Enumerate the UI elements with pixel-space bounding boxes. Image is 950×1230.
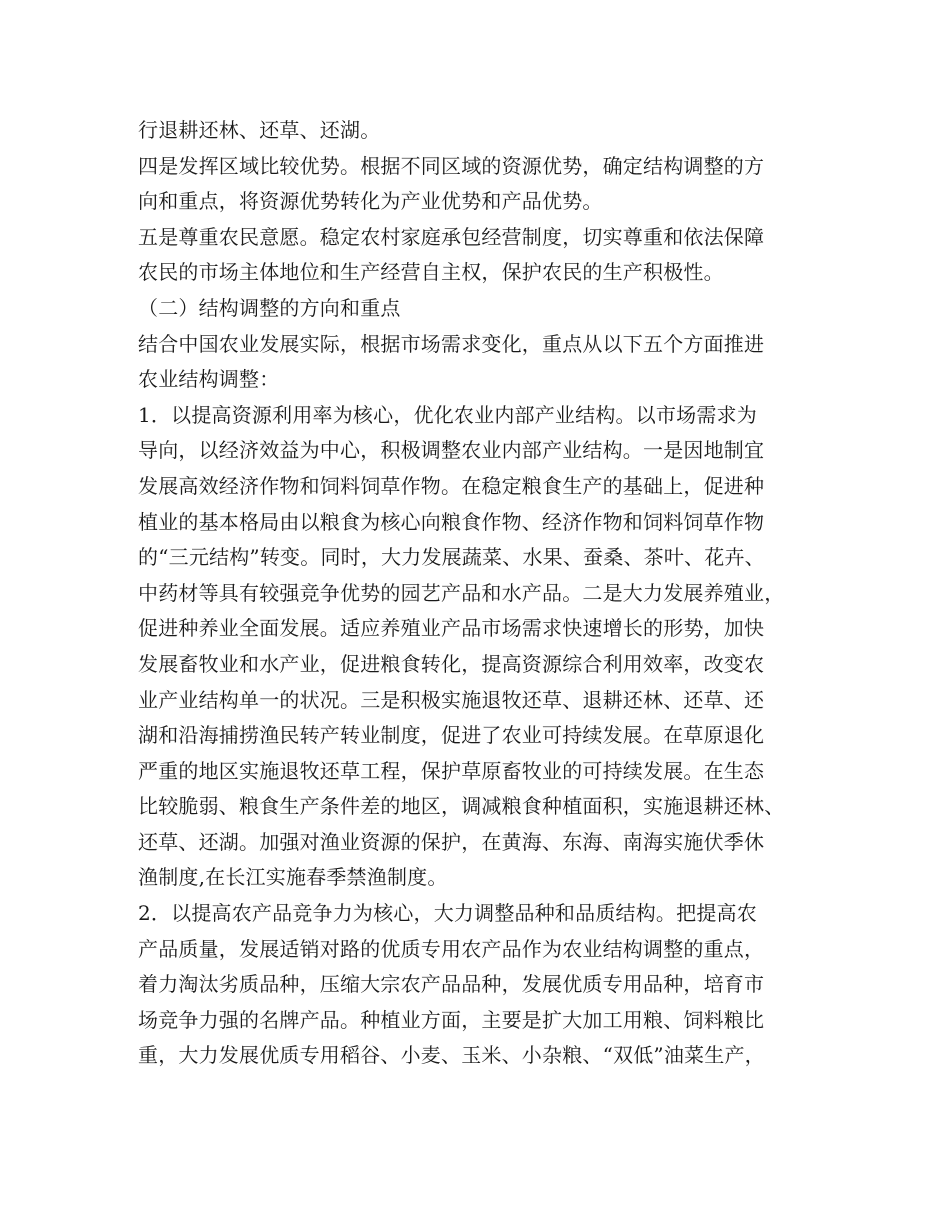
text-line: 业产业结构单一的状况。三是积极实施退牧还草、退耕还林、还草、还 — [138, 687, 765, 712]
text-line: 重，大力发展优质专用稻谷、小麦、玉米、小杂粮、“双低”油菜生产， — [138, 1043, 765, 1068]
text-line: 结合中国农业发展实际，根据市场需求变化，重点从以下五个方面推进 — [138, 331, 765, 356]
text-line: 还草、还湖。加强对渔业资源的保护，在黄海、东海、南海实施伏季休 — [138, 829, 765, 854]
text-line: 农民的市场主体地位和生产经营自主权，保护农民的生产积极性。 — [138, 260, 724, 285]
text-line: 行退耕还林、还草、还湖。 — [138, 118, 381, 142]
text-line: 促进种养业全面发展。适应养殖业产品市场需求快速增长的形势，加快 — [138, 616, 765, 641]
text-line: 四是发挥区域比较优势。根据不同区域的资源优势，确定结构调整的方 — [138, 153, 765, 178]
text-line: 发展畜牧业和水产业，促进粮食转化，提高资源综合利用效率，改变农 — [138, 651, 765, 676]
section-heading: （二）结构调整的方向和重点 — [138, 295, 401, 320]
text-line: 向和重点，将资源优势转化为产业优势和产品优势。 — [138, 189, 603, 214]
text-line: 五是尊重农民意愿。稳定农村家庭承包经营制度，切实尊重和依法保障 — [138, 224, 765, 249]
document-body — [138, 113, 828, 1074]
text-line: 场竞争力强的名牌产品。种植业方面，主要是扩大加工用粮、饲料粮比 — [138, 1007, 765, 1032]
text-line: 导向，以经济效益为中心，积极调整农业内部产业结构。一是因地制宜 — [138, 438, 765, 463]
text-line: 2．以提高农产品竞争力为核心，大力调整品种和品质结构。把提高农 — [138, 901, 757, 926]
text-line: 植业的基本格局由以粮食为核心向粮食作物、经济作物和饲料饲草作物 — [138, 509, 765, 534]
text-line: 的“三元结构”转变。同时，大力发展蔬菜、水果、蚕桑、茶叶、花卉、 — [138, 545, 765, 570]
text-line: 湖和沿海捕捞渔民转产转业制度，促进了农业可持续发展。在草原退化 — [138, 723, 765, 748]
text-line: 中药材等具有较强竞争优势的园艺产品和水产品。二是大力发展养殖业， — [138, 580, 785, 605]
text-line: 1．以提高资源利用率为核心，优化农业内部产业结构。以市场需求为 — [138, 402, 757, 427]
text-line: 发展高效经济作物和饲料饲草作物。在稳定粮食生产的基础上，促进种 — [138, 473, 765, 498]
text-line: 严重的地区实施退牧还草工程，保护草原畜牧业的可持续发展。在生态 — [138, 758, 765, 783]
text-line: 比较脆弱、粮食生产条件差的地区，调减粮食种植面积，实施退耕还林、 — [138, 794, 785, 819]
text-line: 渔制度,在长江实施春季禁渔制度。 — [138, 865, 448, 890]
text-line: 农业结构调整： — [138, 367, 280, 392]
text-line: 产品质量，发展适销对路的优质专用农产品作为农业结构调整的重点， — [138, 936, 765, 961]
text-line: 着力淘汰劣质品种，压缩大宗农产品品种，发展优质专用品种，培育市 — [138, 972, 765, 997]
